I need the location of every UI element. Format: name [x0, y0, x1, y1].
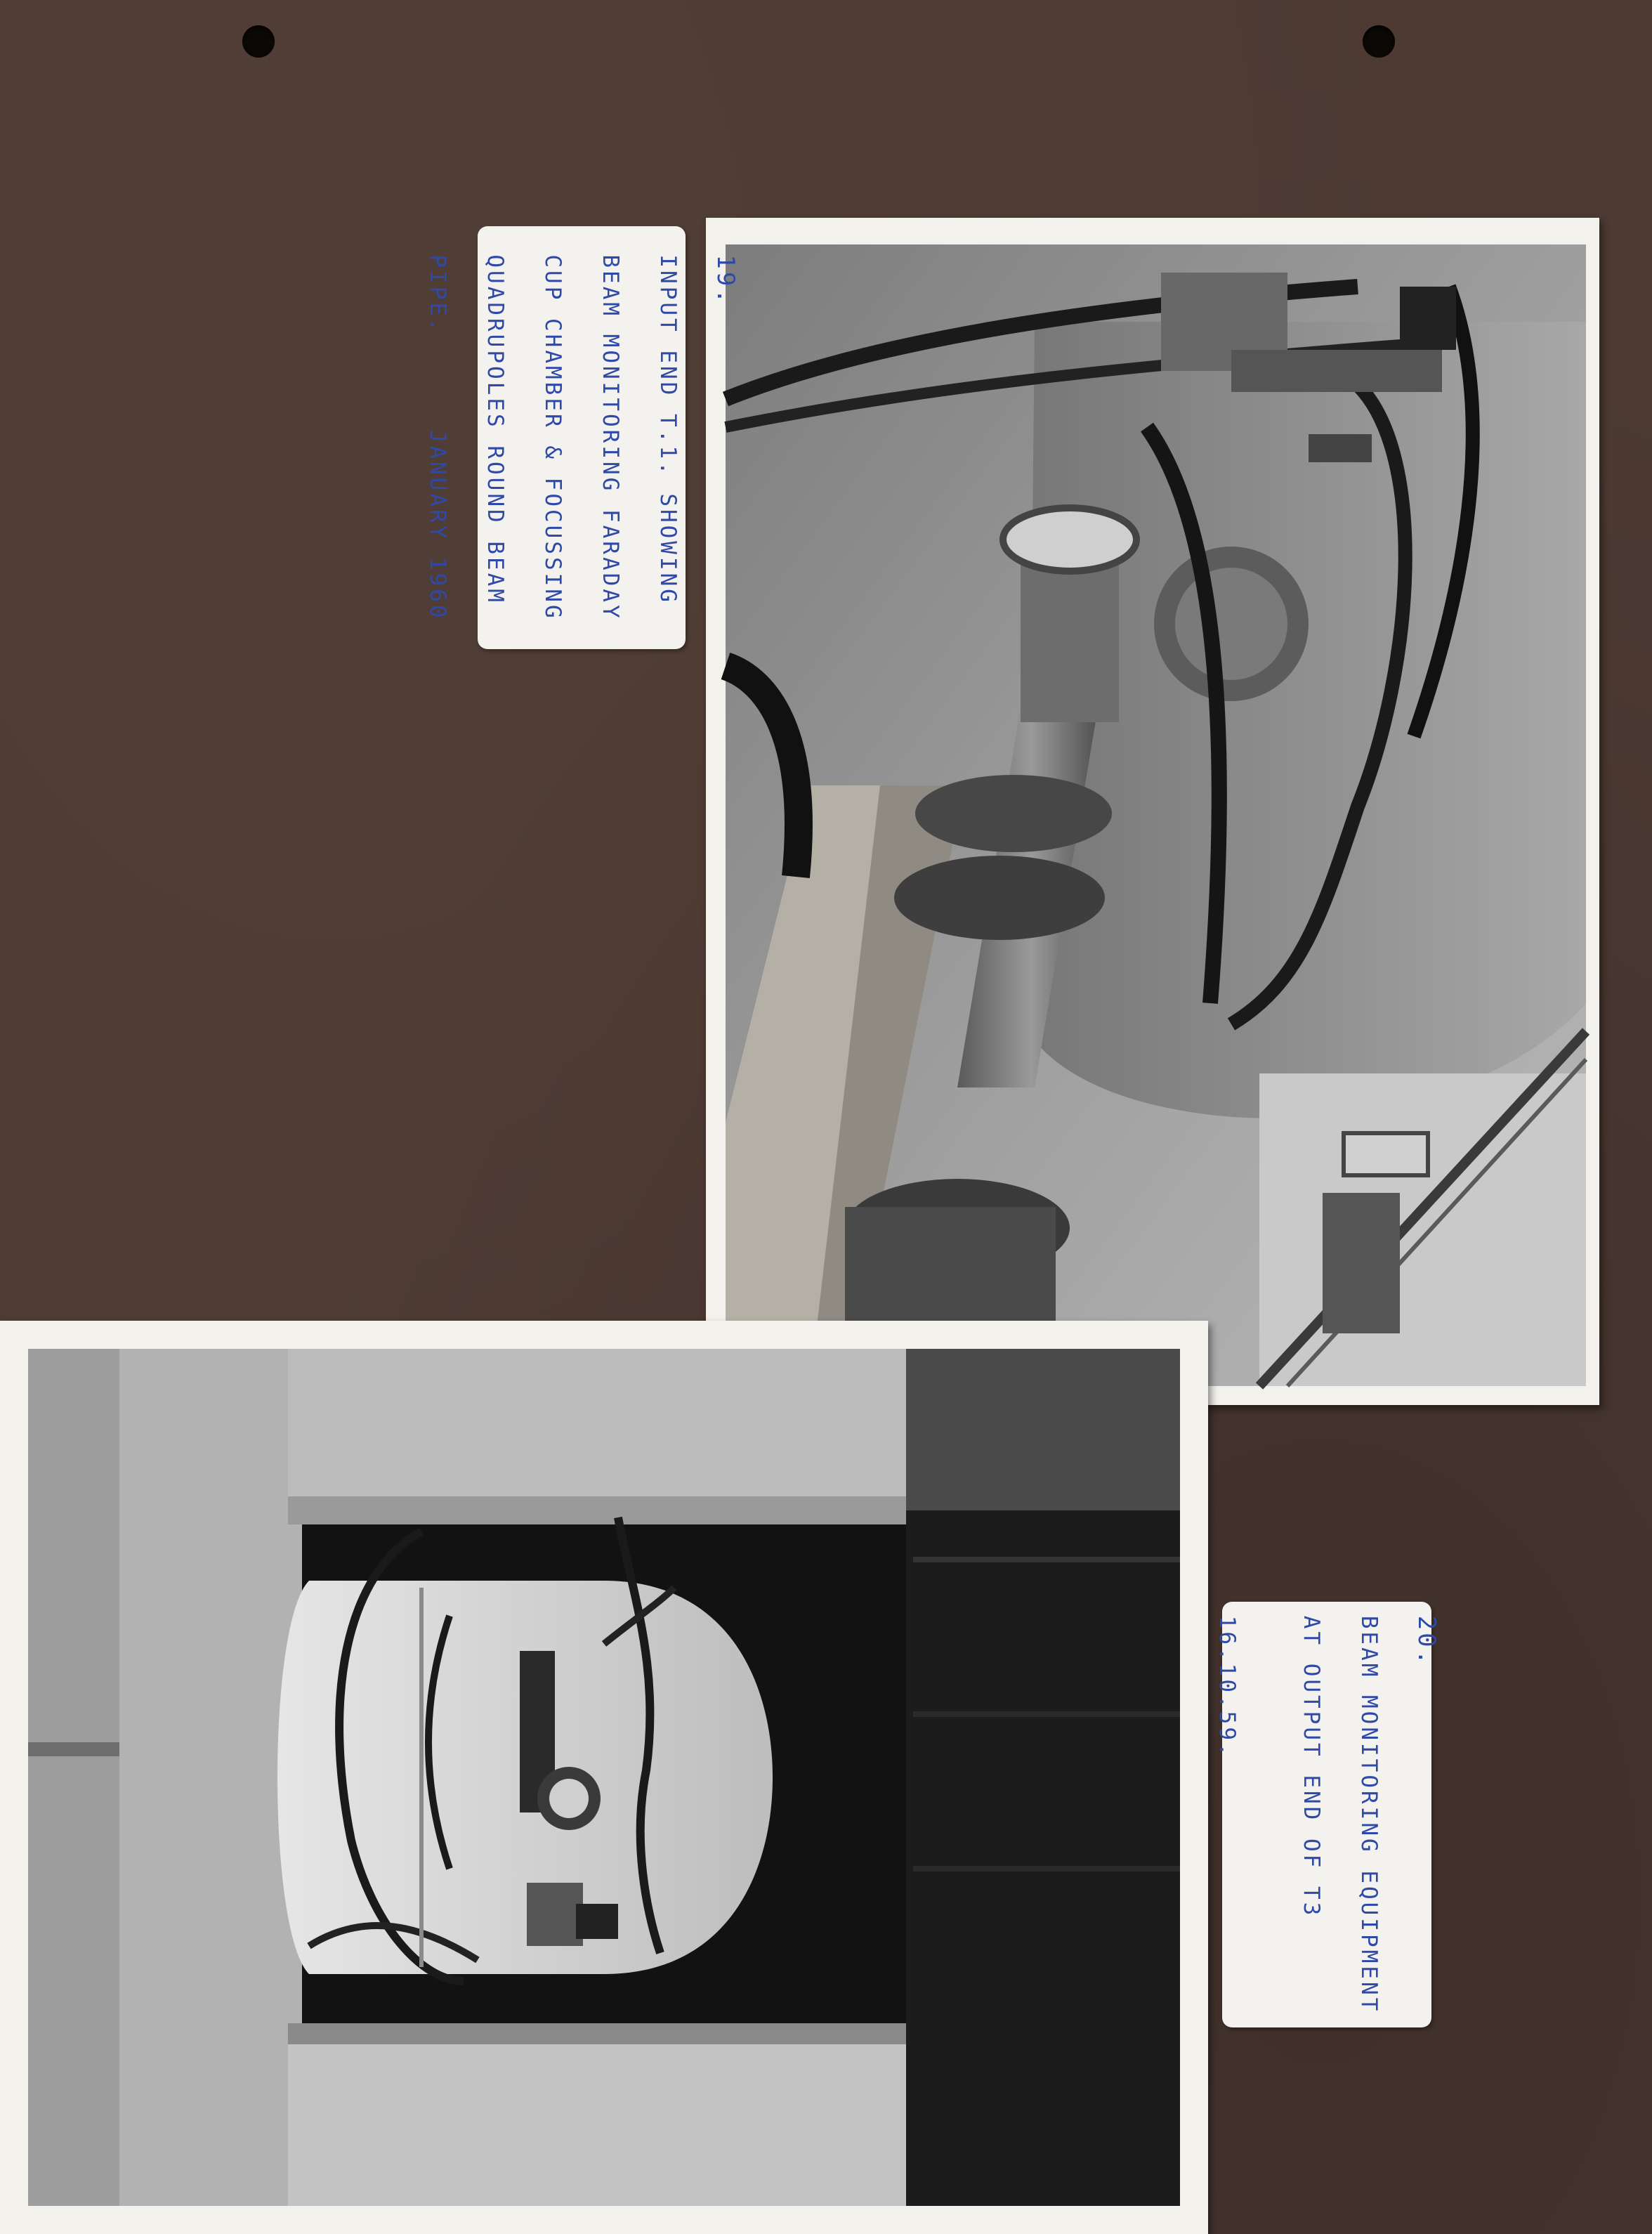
caption-20-line-1: BEAM MONITORING EQUIPMENT	[1356, 1615, 1382, 2014]
caption-20-number: 20.	[1412, 1615, 1441, 1668]
caption-19-line-5: PIPE. JANUARY 1960	[425, 254, 450, 621]
caption-19-text	[395, 254, 768, 620]
caption-19-line-4: QUADRUPOLES ROUND BEAM	[483, 254, 508, 605]
caption-card-19	[425, 226, 740, 649]
caption-card-20	[1214, 1602, 1441, 2027]
caption-19-line-1: INPUT END T.1. SHOWING	[655, 254, 681, 605]
caption-19-number: 19.	[712, 254, 740, 306]
caption-20-line-4: 16.10.59.	[1214, 1615, 1240, 1759]
punch-hole-left	[242, 25, 275, 58]
caption-19-line-3: CUP CHAMBER & FOCUSSING	[540, 254, 565, 621]
photo-19	[706, 218, 1599, 1405]
photo-20-image	[28, 1349, 1180, 2206]
caption-20-text	[1185, 1616, 1469, 2014]
caption-19-line-2: BEAM MONITORING FARADAY	[598, 254, 623, 621]
caption-20-line-2: AT OUTPUT END OF T3	[1299, 1615, 1324, 1919]
punch-hole-right	[1363, 25, 1395, 58]
photo-20	[0, 1321, 1208, 2234]
photo-19-image	[726, 244, 1586, 1386]
